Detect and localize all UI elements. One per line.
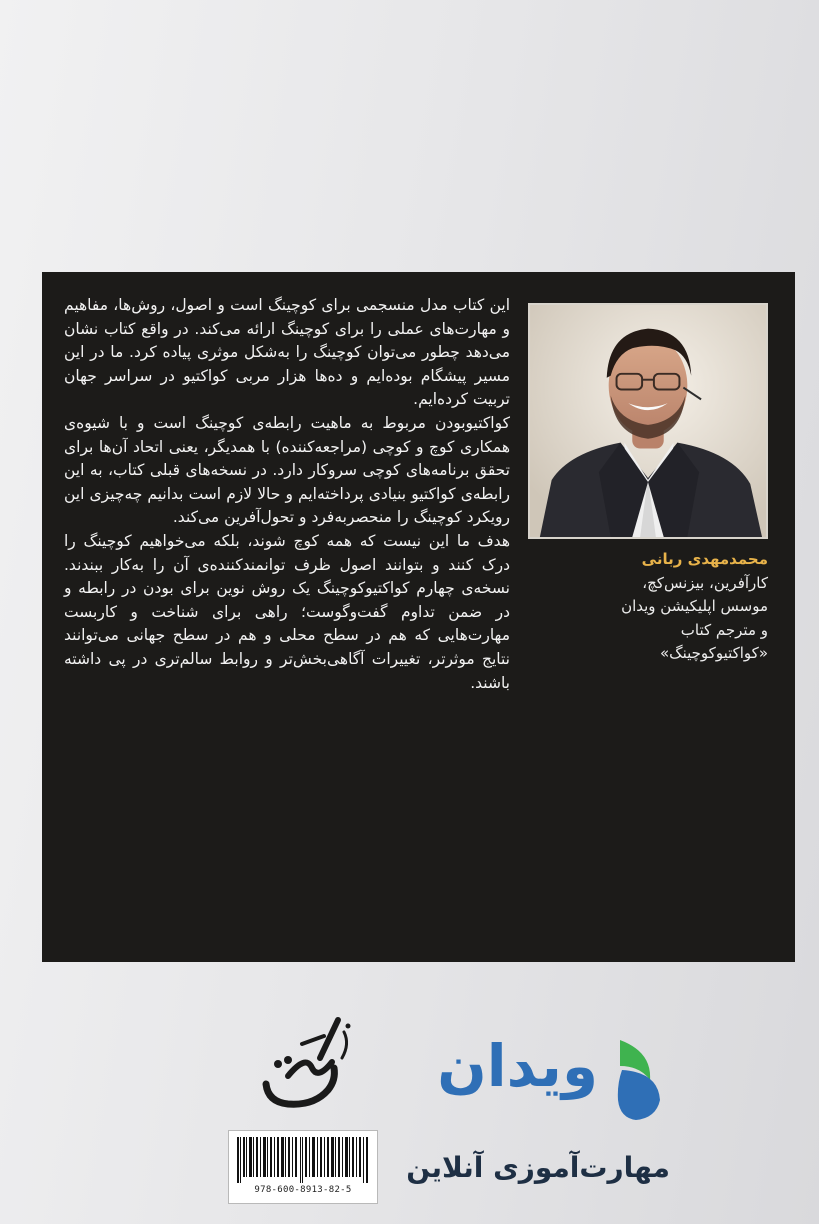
negah-logo-icon (258, 1014, 354, 1114)
isbn-number: 978-600-8913-82-5 (254, 1185, 352, 1195)
author-photo (528, 303, 768, 539)
author-line-3: و مترجم کتاب (680, 620, 768, 639)
barcode-bars (237, 1137, 369, 1183)
author-name: محمدمهدی ربانی (641, 550, 768, 568)
vidan-tagline: مهارت‌آموزی آنلاین (406, 1151, 670, 1184)
isbn-barcode (228, 1130, 378, 1204)
book-description (64, 294, 510, 695)
author-info (528, 548, 768, 666)
author-line-2: موسس اپلیکیشن ویدان (621, 597, 768, 615)
author-line-4: «کواکتیوکوچینگ» (660, 644, 768, 662)
vidan-logo-mark-icon (612, 1036, 668, 1122)
description-paragraph-3: هدف ما این نیست که همه کوچ شوند، بلکه می‌خواهیم کوچینگ را درک کنند و بتوانند اصول ظرف توانمندکننده‌ی آن را به‌کار ببندند. نسخه‌ی چهارم کواکتیوکوچینگ یک روش نوین برای بودن در رابطه و در ضمن تداوم گفت‌وگوست؛ راهی برای شناخت و کاربست مهارت‌هایی که هم در سطح محلی و هم در سطح جهانی می‌توانند نتایج موثرتر، تغییرات آگاهی‌بخش‌تر و روابط سالم‌تری در پی داشته باشند. (64, 531, 510, 692)
author-portrait-image (530, 305, 766, 537)
vidan-wordmark: ویدان (437, 1032, 598, 1100)
description-paragraph-1: این کتاب مدل منسجمی برای کوچینگ است و اصول، روش‌ها، مفاهیم و مهارت‌های عملی را برای کوچینگ ارائه می‌کند. در واقع کتاب نشان می‌دهد چطور می‌توان کوچینگ را به‌شکل موثری پیاده کرد. ما در این مسیر پیشگام بوده‌ایم و ده‌ها هزار مربی کواکتیو در سراسر جهان تربیت کرده‌ایم. (64, 296, 510, 409)
description-paragraph-2: کواکتیوبودن مربوط به ماهیت رابطه‌ی کوچینگ است و با شیوه‌ی همکاری کوچ و کوچی (مراجعه‌کننده) با همدیگر، یعنی اتحاد آن‌ها برای تحقق برنامه‌های کوچی سروکار دارد. در نسخه‌های قبلی کتاب، به این رابطه‌ی کواکتیو بنیادی پرداخته‌ایم و حالا لازم است بدانیم چه‌چیزی این رویکرد کوچینگ را منحصربه‌فرد و تحول‌آفرین می‌کند. (64, 413, 510, 527)
author-line-1: کارآفرین، بیزنس‌کچ، (642, 573, 768, 592)
